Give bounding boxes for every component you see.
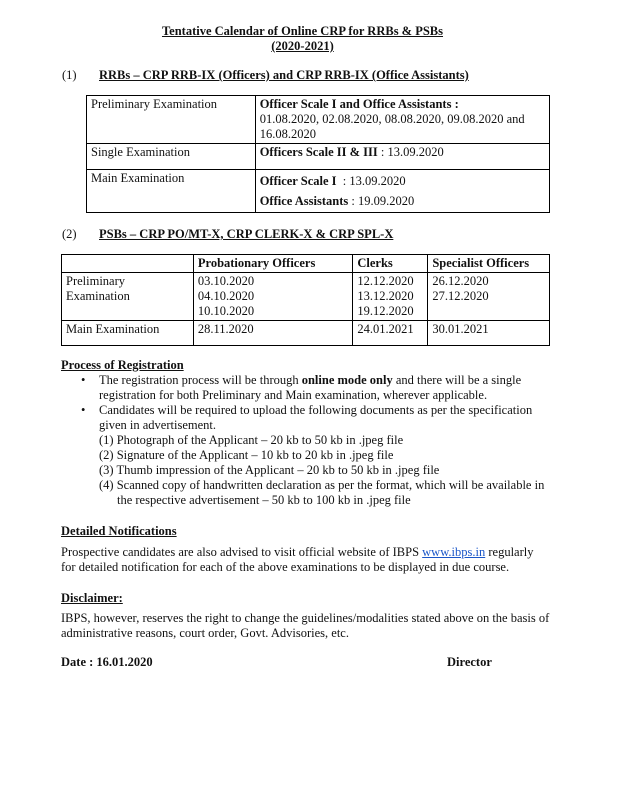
rrb-schedule-table [86, 95, 550, 213]
psb-schedule-table [61, 254, 550, 346]
list-item [61, 373, 551, 403]
psb-so-dates [428, 273, 550, 321]
date-value: 19.12.2020 [357, 304, 414, 318]
table-row [62, 273, 550, 321]
bullet-icon: • [81, 403, 86, 417]
notifications-pre: Prospective candidates are also advised to visit official website of IBPS [61, 545, 423, 559]
date-value: 26.12.2020 [432, 274, 489, 288]
rrb-row-dates-bold: Office Assistants [259, 194, 349, 208]
rrb-row-dates-bold: Officer Scale I [259, 174, 337, 188]
title-line-1: Tentative Calendar of Online CRP for RRBs & PSBs [161, 24, 444, 38]
rrb-row-dates [255, 170, 549, 213]
psb-clerk-dates [353, 321, 428, 346]
bullet1-pre: The registration process will be through [99, 373, 302, 387]
document-item: (3) Thumb impression of the Applicant – 20 kb to 50 kb in .jpeg file [99, 463, 440, 477]
ibps-website-link[interactable]: www.ibps.in [422, 545, 486, 559]
document-item: (4) Scanned copy of handwritten declaration as per the format, which will be available in the respective advertisement – 50 kb to 100 kb in .jpeg file [99, 478, 545, 507]
date-value: 10.10.2020 [197, 304, 255, 318]
table-row [62, 321, 550, 346]
document-title [0, 24, 605, 54]
rrb-row-dates-bold: Officer Scale I and Office Assistants : [259, 97, 459, 111]
psb-header-so: Specialist Officers [428, 255, 550, 273]
psb-clerk-dates [353, 273, 428, 321]
bullet2-text: Candidates will be required to upload the following documents as per the specification given in advertisement. [99, 403, 533, 432]
date-value: 13.12.2020 [357, 289, 414, 303]
signatory: Director [447, 655, 492, 669]
section1-number: (1) [62, 68, 77, 82]
psb-header-blank [62, 255, 194, 273]
date-value: 30.01.2021 [432, 322, 489, 336]
document-item: (1) Photograph of the Applicant – 20 kb to 50 kb in .jpeg file [99, 433, 404, 447]
psb-so-dates [428, 321, 550, 346]
list-item [61, 403, 551, 433]
psb-row-label: Main Examination [62, 321, 194, 346]
title-line-2: (2020-2021) [271, 39, 334, 53]
date-value: 04.10.2020 [197, 289, 255, 303]
date-value: 12.12.2020 [357, 274, 414, 288]
section2-heading: PSBs – CRP PO/MT-X, CRP CLERK-X & CRP SPL-X [99, 227, 394, 241]
section2-number: (2) [62, 227, 77, 241]
date-value: 03.10.2020 [197, 274, 255, 288]
document-date: Date : 16.01.2020 [61, 655, 153, 669]
rrb-row-dates-bold: Officers Scale II & III [259, 145, 378, 159]
rrb-row-dates [255, 144, 549, 170]
notifications-heading: Detailed Notifications [61, 524, 177, 538]
bullet1-post: and there will be a single registration for both Preliminary and Main examination, wherever applicable. [99, 373, 522, 402]
rrb-row-dates-text: : 19.09.2020 [348, 194, 415, 208]
table-row [87, 96, 550, 144]
table-row [87, 170, 550, 213]
psb-po-dates [193, 273, 353, 321]
date-value: 24.01.2021 [357, 322, 414, 336]
document-item: (2) Signature of the Applicant – 10 kb to 20 kb in .jpeg file [99, 448, 394, 462]
date-value: 28.11.2020 [197, 322, 254, 336]
date-value: 27.12.2020 [432, 289, 489, 303]
rrb-row-label: Preliminary Examination [87, 96, 256, 144]
rrb-row-label: Single Examination [87, 144, 256, 170]
rrb-row-dates-text: : 13.09.2020 [336, 174, 406, 188]
registration-heading: Process of Registration [61, 358, 184, 372]
bullet-icon: • [81, 373, 86, 387]
rrb-row-dates [255, 96, 549, 144]
psb-header-clerks: Clerks [353, 255, 428, 273]
psb-row-label: Preliminary Examination [62, 273, 194, 321]
notifications-post: regularly for detailed notification for each of the above examinations to be displayed in due course. [61, 545, 534, 574]
section1-heading: RRBs – CRP RRB-IX (Officers) and CRP RRB-IX (Office Assistants) [99, 68, 469, 82]
psb-header-po: Probationary Officers [193, 255, 353, 273]
table-header-row [62, 255, 550, 273]
disclaimer-heading: Disclaimer: [61, 591, 123, 605]
registration-section [61, 373, 551, 508]
rrb-row-dates-text: : 13.09.2020 [377, 145, 444, 159]
psb-po-dates [193, 321, 353, 346]
table-row [87, 144, 550, 170]
rrb-row-dates-text: 01.08.2020, 02.08.2020, 08.08.2020, 09.08.2020 and 16.08.2020 [259, 112, 525, 141]
rrb-row-label: Main Examination [87, 170, 256, 213]
bullet1-bold: online mode only [301, 373, 393, 387]
disclaimer-text: IBPS, however, reserves the right to change the guidelines/modalities stated above on the basis of administrative reasons, court order, Govt. Advisories, etc. [61, 611, 550, 640]
notifications-text [61, 545, 551, 575]
